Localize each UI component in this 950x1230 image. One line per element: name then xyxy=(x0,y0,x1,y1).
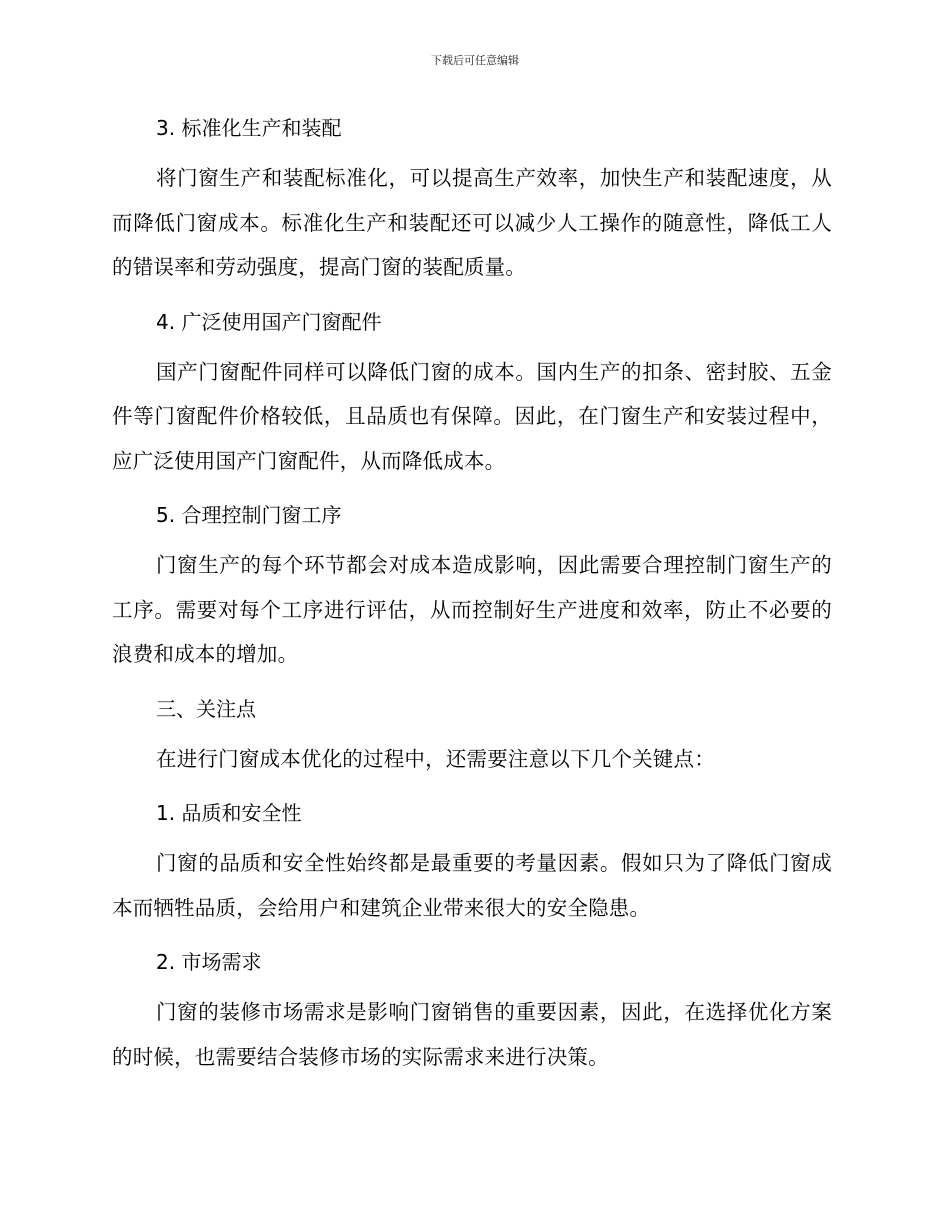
page-header: 下载后可任意编辑 xyxy=(431,54,519,67)
section-heading-key-points: 三、关注点 xyxy=(156,696,256,721)
section-paragraph-domestic-parts: 国产门窗配件同样可以降低门窗的成本。国内生产的扣条、密封胶、五金件等门窗配件价格较低，且品质也有保障。因此，在门窗生产和安装过程中，应广泛使用国产门窗配件，从而降低成本。 xyxy=(112,359,832,473)
section-paragraph-quality-safety: 门窗的品质和安全性始终都是最重要的考量因素。假如只为了降低门窗成本而牺牲品质，会给用户和建筑企业带来很大的安全隐患。 xyxy=(112,851,832,920)
section-heading-quality-safety: 1. 品质和安全性 xyxy=(156,801,302,825)
section-paragraph-process-control: 门窗生产的每个环节都会对成本造成影响，因此需要合理控制门窗生产的工序。需要对每个工序进行评估，从而控制好生产进度和效率，防止不必要的浪费和成本的增加。 xyxy=(112,553,832,666)
section-heading-standardized-production: 3. 标准化生产和装配 xyxy=(156,116,342,140)
section-paragraph-key-points: 在进行门窗成本优化的过程中，还需要注意以下几个关键点： xyxy=(156,746,715,771)
section-heading-process-control: 5. 合理控制门窗工序 xyxy=(156,503,342,527)
section-paragraph-market-demand: 门窗的装修市场需求是影响门窗销售的重要因素，因此，在选择优化方案的时候，也需要结合装修市场的实际需求来进行决策。 xyxy=(112,1000,832,1069)
section-paragraph-standardized-production: 将门窗生产和装配标准化，可以提高生产效率，加快生产和装配速度，从而降低门窗成本。标准化生产和装配还可以减少人工操作的随意性，降低工人的错误率和劳动强度，提高门窗的装配质量。 xyxy=(112,166,832,279)
section-heading-market-demand: 2. 市场需求 xyxy=(156,950,262,974)
document-body xyxy=(112,110,832,1079)
section-heading-domestic-parts: 4. 广泛使用国产门窗配件 xyxy=(156,309,382,334)
